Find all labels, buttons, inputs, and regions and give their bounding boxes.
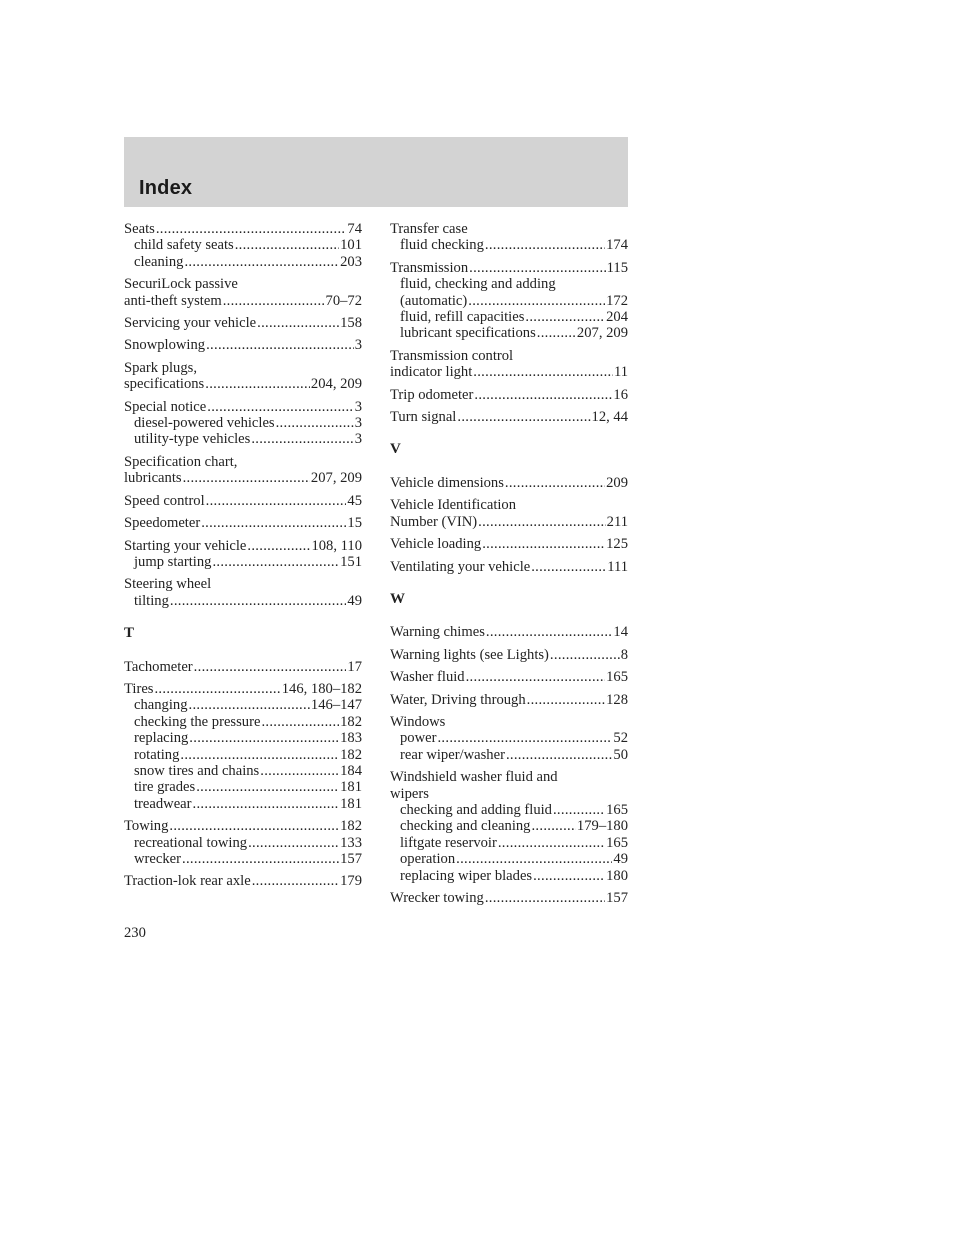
index-term: Speed control (124, 492, 205, 509)
index-term: Ventilating your vehicle (390, 558, 531, 575)
index-entry-line (390, 260, 628, 276)
index-subentry-line (124, 554, 362, 570)
index-term: power (400, 730, 437, 747)
index-term: tilting (134, 592, 169, 609)
index-entry-line (124, 337, 362, 353)
index-entry-line (124, 360, 362, 376)
dot-leader (525, 309, 605, 325)
dot-leader (531, 818, 575, 834)
index-entry-line (390, 786, 628, 802)
dot-leader (261, 714, 339, 730)
index-term: replacing (134, 730, 189, 747)
index-subentry-line (390, 276, 628, 292)
index-term: Turn signal (390, 409, 457, 426)
index-term: tire grades (134, 779, 196, 796)
index-entry (390, 348, 628, 381)
index-entry (124, 454, 362, 487)
index-term: lubricants (124, 470, 182, 487)
index-page-ref: 16 (613, 386, 628, 403)
index-page-ref: 49 (613, 851, 628, 868)
index-term: Wrecker towing (390, 890, 484, 906)
index-entry-line (390, 714, 628, 730)
index-term: fluid checking (400, 237, 484, 254)
dot-leader (182, 851, 339, 867)
dot-leader (251, 431, 353, 447)
index-term: checking the pressure (134, 713, 261, 730)
index-term: checking and cleaning (400, 818, 531, 835)
index-term: (automatic) (400, 292, 468, 309)
index-entry (390, 624, 628, 640)
index-entry (390, 409, 628, 425)
index-entry (390, 890, 628, 906)
index-entry (124, 315, 362, 331)
index-page-ref: 204, 209 (310, 376, 362, 393)
index-page-ref: 151 (340, 553, 362, 570)
index-page-ref: 182 (340, 818, 362, 835)
dot-leader (206, 337, 354, 353)
index-page-ref: 14 (613, 624, 628, 641)
dot-leader (505, 475, 605, 491)
dot-leader (212, 554, 339, 570)
index-section-letter: V (390, 441, 401, 458)
index-term: Speedometer (124, 515, 201, 532)
index-term: fluid, refill capacities (400, 309, 525, 326)
index-entry (124, 538, 362, 571)
index-entry (124, 399, 362, 448)
index-entry-line (124, 515, 362, 531)
index-page-ref: 158 (340, 315, 362, 332)
dot-leader (485, 237, 605, 253)
index-page-ref: 70–72 (325, 292, 362, 309)
index-page-ref: 12, 44 (591, 409, 628, 426)
index-entry (124, 515, 362, 531)
index-page-ref: 108, 110 (311, 537, 362, 554)
index-term: Vehicle dimensions (390, 474, 504, 491)
index-entry (390, 647, 628, 663)
index-page-ref: 17 (347, 658, 362, 675)
index-entry (390, 559, 628, 575)
index-subentry-line (124, 730, 362, 746)
index-term: Special notice (124, 398, 207, 415)
dot-leader (457, 409, 590, 425)
index-entry-line (390, 409, 628, 425)
index-page-ref: 146–147 (310, 697, 362, 714)
dot-leader (207, 399, 353, 415)
index-page-ref: 125 (606, 536, 628, 553)
index-term: Specification chart, (124, 453, 238, 470)
index-subentry-line (390, 747, 628, 763)
index-term: Warning chimes (390, 624, 485, 641)
dot-leader (506, 747, 612, 763)
index-entry-line (124, 454, 362, 470)
index-entry-line (390, 647, 628, 663)
index-page-ref: 157 (606, 890, 628, 906)
index-subentry-line (124, 747, 362, 763)
index-page-ref: 183 (340, 730, 362, 747)
dot-leader (456, 851, 612, 867)
index-term: Transmission control (390, 347, 514, 364)
index-entry-line (390, 559, 628, 575)
index-term: replacing wiper blades (400, 867, 533, 884)
index-entry-line (390, 497, 628, 513)
index-entry-line (124, 293, 362, 309)
index-subentry-line (390, 730, 628, 746)
index-entry (124, 493, 362, 509)
dot-leader (169, 818, 339, 834)
index-entry (124, 873, 362, 889)
index-term: Vehicle Identification (390, 497, 517, 514)
index-page-ref: 74 (347, 221, 362, 237)
dot-leader (474, 387, 612, 403)
dot-leader (201, 515, 346, 531)
index-term: liftgate reservoir (400, 834, 497, 851)
index-page-ref: 11 (613, 364, 628, 381)
dot-leader (260, 763, 339, 779)
index-subentry-line (124, 237, 362, 253)
index-term: utility-type vehicles (134, 431, 251, 448)
index-page-ref: 179 (340, 873, 362, 890)
dot-leader (156, 221, 347, 237)
index-page-ref: 209 (606, 474, 628, 491)
index-page-ref: 111 (607, 558, 628, 575)
index-term: checking and adding fluid (400, 801, 552, 818)
dot-leader (184, 254, 339, 270)
index-page-ref: 180 (606, 867, 628, 884)
index-entry (390, 536, 628, 552)
index-page-ref: 3 (354, 415, 362, 432)
index-page-ref: 182 (340, 746, 362, 763)
index-term: Spark plugs, (124, 359, 197, 376)
index-term: specifications (124, 376, 205, 393)
index-entry (390, 714, 628, 763)
dot-leader (196, 779, 339, 795)
index-term: wipers (390, 785, 429, 802)
index-entry (390, 221, 628, 254)
dot-leader (550, 647, 620, 663)
index-entry-line (124, 873, 362, 889)
index-term: Transfer case (390, 221, 468, 237)
index-term: treadwear (134, 795, 192, 812)
index-page-ref: 165 (606, 834, 628, 851)
index-term: anti-theft system (124, 292, 222, 309)
dot-leader (257, 315, 339, 331)
index-term: Water, Driving through (390, 691, 526, 708)
index-entry (390, 669, 628, 685)
dot-leader (482, 536, 605, 552)
dot-leader (193, 796, 340, 812)
index-subentry-line (390, 868, 628, 884)
index-page-ref: 182 (340, 713, 362, 730)
index-subentry-line (390, 851, 628, 867)
index-page-ref: 45 (347, 492, 362, 509)
index-entry (390, 497, 628, 530)
index-section-letter: W (390, 590, 405, 607)
dot-leader (537, 325, 576, 341)
index-term: Tachometer (124, 658, 193, 675)
index-page-ref: 165 (606, 669, 628, 686)
index-page-ref: 15 (347, 515, 362, 532)
index-entry (390, 260, 628, 342)
dot-leader (223, 293, 325, 309)
index-page-ref: 49 (347, 592, 362, 609)
dot-leader (437, 730, 612, 746)
index-page-ref: 179–180 (576, 818, 628, 835)
index-term: changing (134, 697, 188, 714)
index-subentry-line (390, 309, 628, 325)
index-term: jump starting (134, 553, 212, 570)
dot-leader (235, 237, 339, 253)
dot-leader (486, 624, 613, 640)
index-subentry-line (124, 779, 362, 795)
index-subentry-line (124, 593, 362, 609)
dot-leader (485, 890, 605, 906)
index-page-ref: 128 (606, 691, 628, 708)
index-term: Steering wheel (124, 576, 212, 593)
index-entry-line (124, 538, 362, 554)
dot-leader (189, 697, 310, 713)
index-term: Washer fluid (390, 669, 465, 686)
dot-leader (183, 470, 310, 486)
index-term: Traction-lok rear axle (124, 873, 251, 890)
index-subentry-line (124, 835, 362, 851)
index-entry-line (124, 681, 362, 697)
index-term: wrecker (134, 851, 181, 867)
index-entry-line (390, 221, 628, 237)
index-page-ref: 203 (340, 253, 362, 270)
index-entry-line (390, 348, 628, 364)
index-entry-line (124, 399, 362, 415)
index-term: lubricant specifications (400, 325, 536, 342)
index-entry-line (390, 475, 628, 491)
index-column-left (124, 221, 362, 896)
index-entry-line (390, 769, 628, 785)
index-entry-line (390, 387, 628, 403)
index-page-ref: 52 (613, 730, 628, 747)
index-page-ref: 204 (606, 309, 628, 326)
index-page-ref: 207, 209 (576, 325, 628, 342)
dot-leader (252, 873, 339, 889)
index-entry-line (124, 376, 362, 392)
index-subentry-line (390, 325, 628, 341)
index-term: Servicing your vehicle (124, 315, 257, 332)
index-subentry-line (390, 237, 628, 253)
index-subentry-line (124, 254, 362, 270)
index-term: snow tires and chains (134, 762, 260, 779)
dot-leader (527, 692, 605, 708)
index-entry (124, 360, 362, 393)
index-entry-line (390, 669, 628, 685)
dot-leader (206, 493, 347, 509)
index-page-ref: 211 (606, 513, 628, 530)
index-entry-line (390, 536, 628, 552)
index-term: rear wiper/washer (400, 746, 505, 763)
index-page-ref: 172 (606, 292, 628, 309)
index-page-ref: 157 (340, 851, 362, 867)
index-header-band (124, 137, 628, 207)
index-term: cleaning (134, 253, 184, 270)
index-term: Warning lights (see Lights) (390, 646, 549, 663)
dot-leader (248, 835, 339, 851)
index-entry (124, 659, 362, 675)
index-entry-line (124, 576, 362, 592)
dot-leader (533, 868, 605, 884)
page-title: Index (139, 177, 193, 199)
dot-leader (189, 730, 339, 746)
index-page-ref: 8 (620, 646, 628, 663)
index-entry (124, 681, 362, 812)
index-term: diesel-powered vehicles (134, 415, 275, 432)
index-subentry-line (124, 697, 362, 713)
index-subentry-line (124, 415, 362, 431)
index-subentry-line (390, 293, 628, 309)
index-entry (124, 337, 362, 353)
index-entry-line (124, 659, 362, 675)
index-entry-line (124, 470, 362, 486)
index-page-ref: 181 (340, 779, 362, 796)
index-entry-line (124, 315, 362, 331)
index-page-ref: 133 (340, 834, 362, 851)
index-entry (124, 221, 362, 270)
index-term: Transmission (390, 259, 469, 276)
index-entry-line (124, 221, 362, 237)
index-term: Windows (390, 713, 446, 730)
index-subentry-line (124, 796, 362, 812)
index-page-ref: 174 (606, 237, 628, 254)
index-entry-line (124, 818, 362, 834)
index-page-ref: 146, 180–182 (281, 680, 362, 697)
index-page-ref: 101 (340, 237, 362, 254)
dot-leader (498, 835, 605, 851)
index-entry-line (390, 514, 628, 530)
index-column-right (390, 221, 628, 912)
index-entry (390, 387, 628, 403)
index-section-letter: T (124, 625, 135, 642)
index-term: recreational towing (134, 834, 248, 851)
index-entry-line (390, 364, 628, 380)
dot-leader (247, 538, 310, 554)
dot-leader (205, 376, 310, 392)
index-term: Tires (124, 680, 154, 697)
index-term: operation (400, 851, 456, 868)
dot-leader (473, 364, 613, 380)
index-term: Towing (124, 818, 169, 835)
index-term: Seats (124, 221, 155, 237)
index-entry-line (390, 624, 628, 640)
index-page-ref: 184 (340, 762, 362, 779)
index-page-ref: 207, 209 (310, 470, 362, 487)
index-term: Trip odometer (390, 386, 474, 403)
index-term: rotating (134, 746, 180, 763)
dot-leader (154, 681, 280, 697)
dot-leader (180, 747, 339, 763)
index-term: Vehicle loading (390, 536, 482, 553)
dot-leader (469, 260, 606, 276)
dot-leader (276, 415, 354, 431)
index-entry (390, 769, 628, 884)
index-page-ref: 50 (613, 746, 628, 763)
dot-leader (170, 593, 347, 609)
index-term: child safety seats (134, 237, 234, 254)
index-term: Starting your vehicle (124, 537, 247, 554)
page-number: 230 (124, 925, 146, 941)
index-entry (390, 475, 628, 491)
dot-leader (468, 293, 605, 309)
index-entry (124, 576, 362, 609)
index-subentry-line (390, 818, 628, 834)
index-subentry-line (124, 714, 362, 730)
index-subentry-line (390, 802, 628, 818)
index-page-ref: 181 (340, 795, 362, 812)
index-subentry-line (124, 851, 362, 867)
index-entry-line (390, 692, 628, 708)
index-term: indicator light (390, 364, 473, 381)
index-page-ref: 3 (354, 337, 362, 354)
index-term: Number (VIN) (390, 513, 478, 530)
index-subentry-line (124, 763, 362, 779)
index-entry (124, 818, 362, 867)
index-entry-line (124, 276, 362, 292)
index-entry-line (390, 890, 628, 906)
dot-leader (466, 669, 606, 685)
index-subentry-line (390, 835, 628, 851)
index-term: SecuriLock passive (124, 276, 238, 293)
index-term: Snowplowing (124, 337, 206, 354)
index-subentry-line (124, 431, 362, 447)
index-entry (390, 692, 628, 708)
index-page-ref: 115 (606, 259, 628, 276)
index-entry-line (124, 493, 362, 509)
dot-leader (553, 802, 605, 818)
index-term: fluid, checking and adding (400, 276, 556, 293)
index-entry (124, 276, 362, 309)
dot-leader (478, 514, 606, 530)
dot-leader (194, 659, 347, 675)
index-page-ref: 165 (606, 801, 628, 818)
index-term: Windshield washer fluid and (390, 769, 558, 786)
dot-leader (531, 559, 606, 575)
index-page-ref: 3 (354, 398, 362, 415)
index-page-ref: 3 (354, 431, 362, 448)
